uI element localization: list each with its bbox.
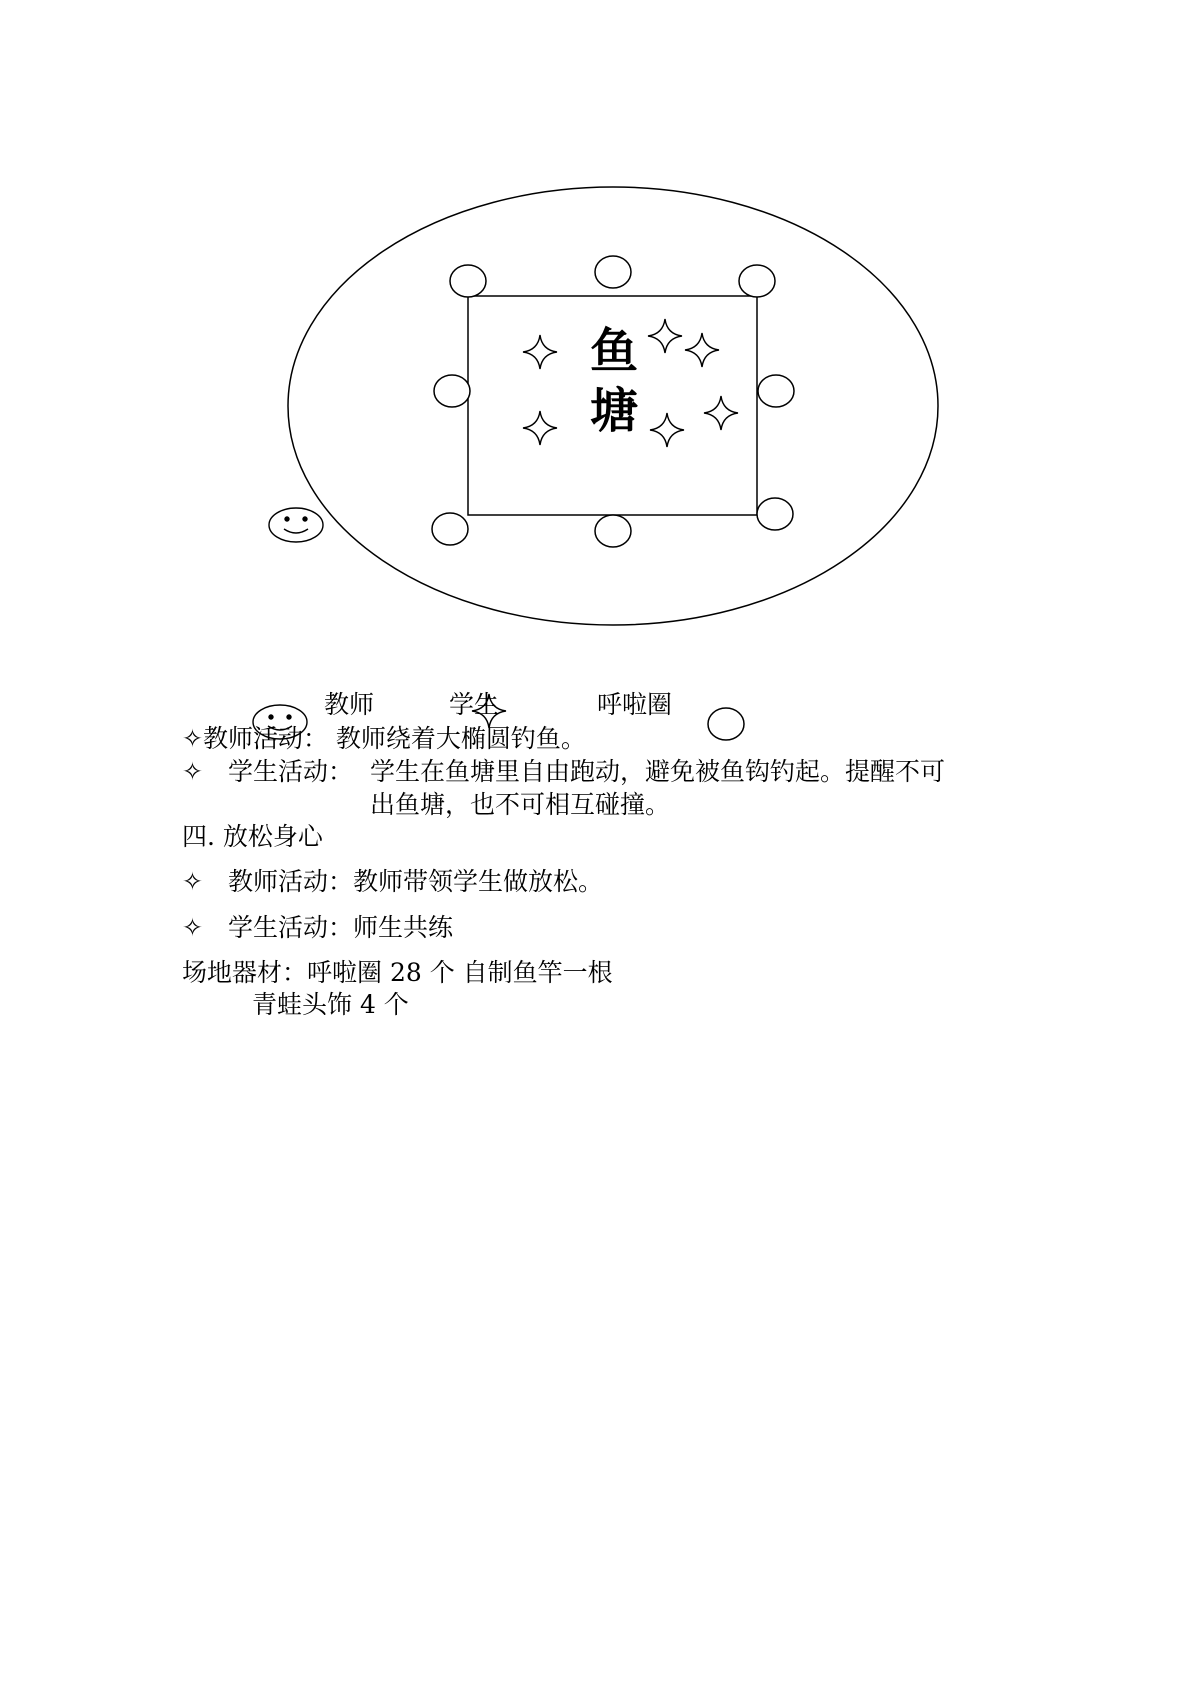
hoop-icon <box>432 513 468 545</box>
legend-student-label: 学生 <box>449 690 500 719</box>
student-activity-1-bullet: ✧ <box>182 757 203 786</box>
hoop-icon <box>434 375 470 407</box>
student-activity-2-text: 学生活动：师生共练 <box>228 913 454 942</box>
legend-hoop-icon <box>708 708 744 740</box>
teacher-smiley-icon <box>269 508 323 542</box>
student-activity-2-bullet: ✧ <box>182 913 203 942</box>
equipment-line-1: 场地器材：呼啦圈 28 个 自制鱼竿一根 <box>182 958 613 987</box>
hoop-icon <box>595 515 631 547</box>
student-star-icon <box>685 333 719 367</box>
equipment-line-2: 青蛙头饰 4 个 <box>252 990 409 1019</box>
student-star-icon <box>523 335 557 369</box>
teacher-activity-2-bullet: ✧ <box>182 867 203 896</box>
pond-label-2: 塘 <box>590 383 639 439</box>
section-four-heading: 四. 放松身心 <box>182 822 323 851</box>
pond-label-1: 鱼 <box>590 323 639 379</box>
student-activity-1-text: 学生在鱼塘里自由跑动，避免被鱼钩钓起。提醒不可 <box>370 757 946 786</box>
student-activity-1-cont: 出鱼塘，也不可相互碰撞。 <box>370 790 671 819</box>
hoop-icon <box>739 265 775 297</box>
student-star-icon <box>648 319 682 353</box>
student-star-icon <box>704 396 738 430</box>
teacher-activity-1: ✧教师活动： 教师绕着大椭圆钓鱼。 <box>182 724 586 753</box>
student-star-icon <box>650 413 684 447</box>
student-activity-1-label: 学生活动： <box>228 757 354 786</box>
hoop-icon <box>758 375 794 407</box>
legend-teacher-label: 教师 <box>324 690 375 719</box>
hoop-icon <box>450 265 486 297</box>
legend-hoop-label: 呼啦圈 <box>597 690 673 719</box>
hoop-icon <box>595 256 631 288</box>
student-star-icon <box>523 411 557 445</box>
teacher-activity-2-text: 教师活动：教师带领学生做放松。 <box>228 867 604 896</box>
hoop-icon <box>757 498 793 530</box>
